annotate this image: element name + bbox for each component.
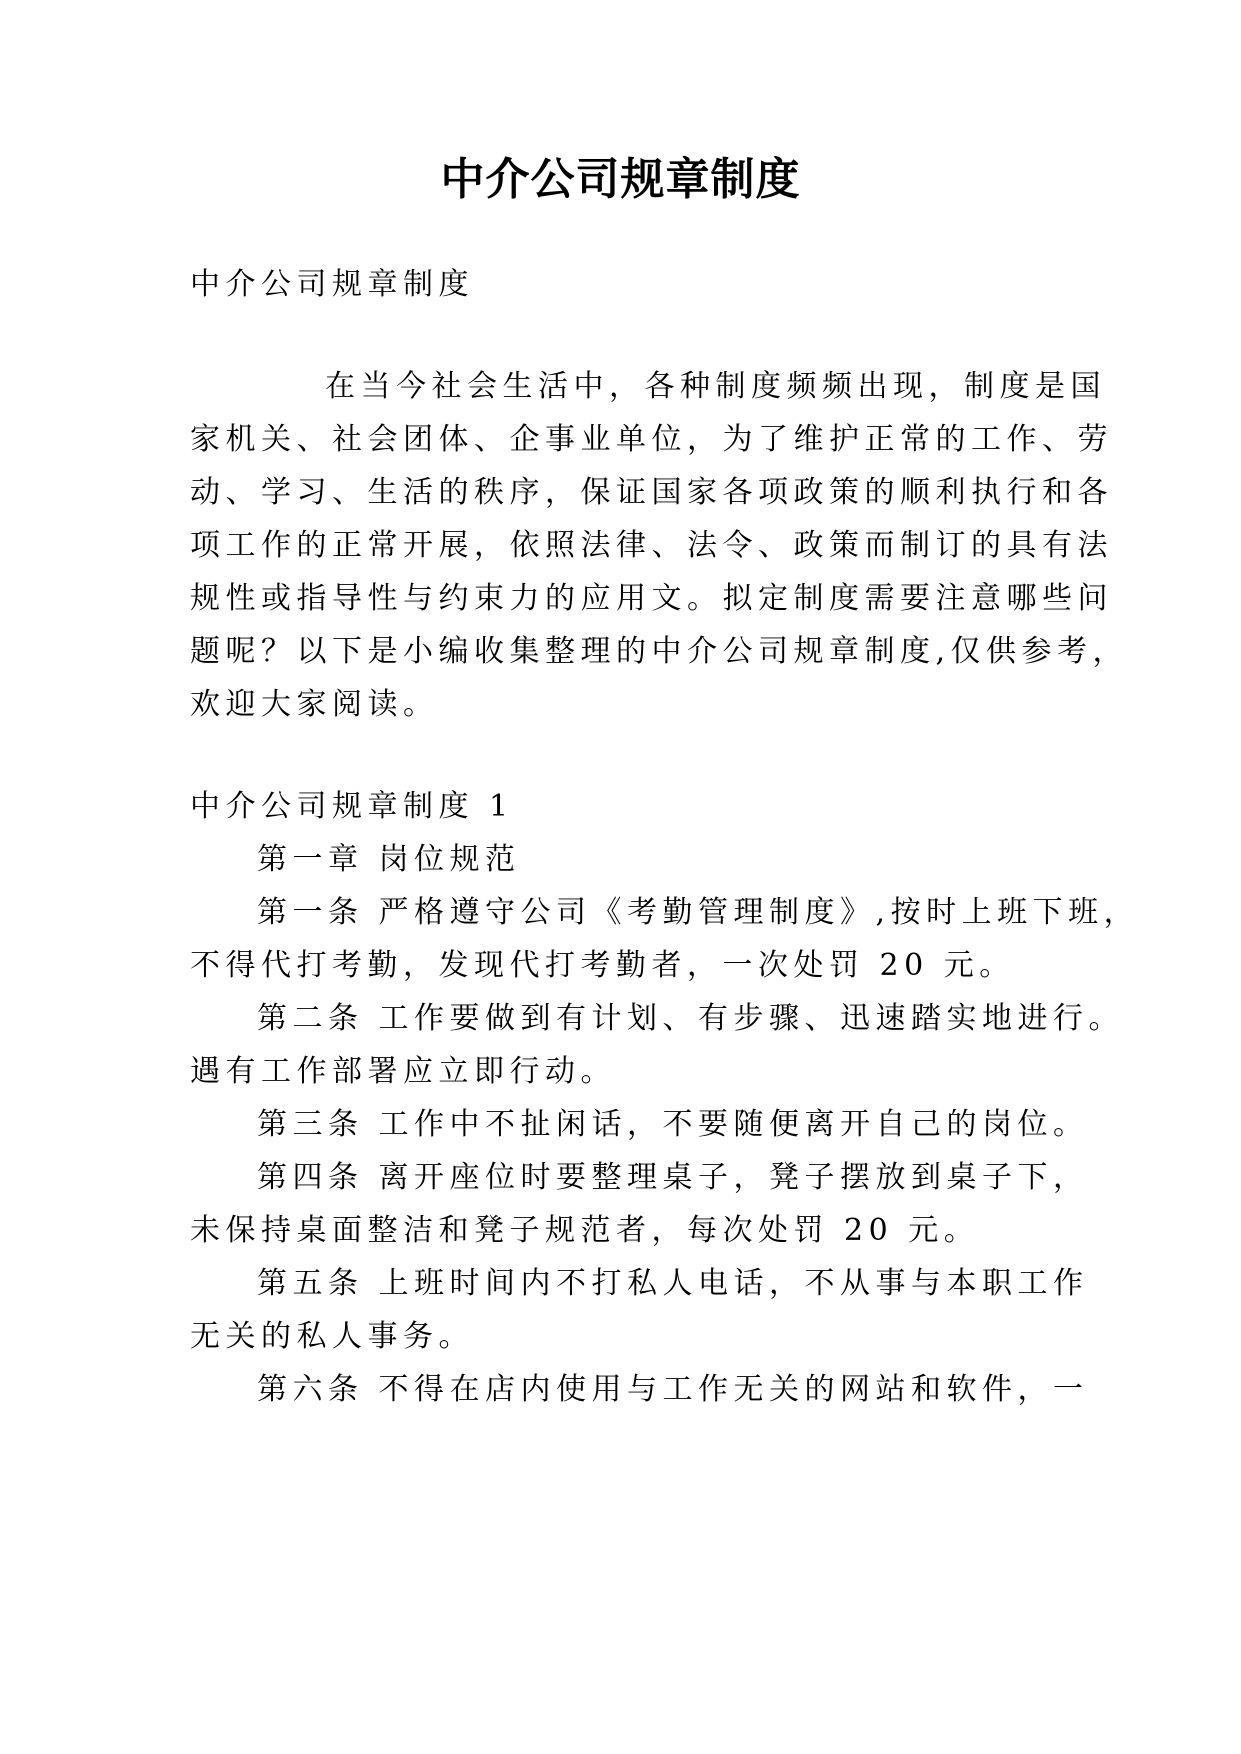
- chapter-title: 第一章 岗位规范: [257, 842, 521, 877]
- article-line: 未保持桌面整洁和凳子规范者，每次处罚 20 元。: [190, 1213, 980, 1248]
- intro-line: 在当今社会生活中，各种制度频频出现，制度是国: [325, 369, 1106, 404]
- article-line: 第二条 工作要做到有计划、有步骤、迅速踏实地进行。: [257, 1001, 1125, 1036]
- article-line: 第五条 上班时间内不打私人电话，不从事与本职工作: [257, 1266, 1089, 1301]
- article-line: 第三条 工作中不扯闲话，不要随便离开自己的岗位。: [257, 1107, 1089, 1142]
- article-line: 无关的私人事务。: [190, 1319, 474, 1354]
- intro-line: 项工作的正常开展，依照法律、法令、政策而制订的具有法: [190, 528, 1113, 563]
- article-line: 不得代打考勤，发现代打考勤者，一次处罚 20 元。: [190, 948, 1015, 983]
- intro-line: 动、学习、生活的秩序，保证国家各项政策的顺利执行和各: [190, 475, 1113, 510]
- intro-line: 家机关、社会团体、企事业单位，为了维护正常的工作、劳: [190, 422, 1113, 457]
- intro-line: 题呢？以下是小编收集整理的中介公司规章制度,仅供参考，: [190, 634, 1129, 669]
- intro-line: 欢迎大家阅读。: [190, 687, 439, 722]
- section-title: 中介公司规章制度 1: [190, 789, 514, 824]
- intro-line: 规性或指导性与约束力的应用文。拟定制度需要注意哪些问: [190, 581, 1113, 616]
- article-line: 第六条 不得在店内使用与工作无关的网站和软件，一: [257, 1372, 1089, 1407]
- article-line: 第一条 严格遵守公司《考勤管理制度》,按时上班下班，: [257, 895, 1140, 930]
- article-line: 第四条 离开座位时要整理桌子，凳子摆放到桌子下，: [257, 1160, 1089, 1195]
- article-line: 遇有工作部署应立即行动。: [190, 1054, 616, 1089]
- document-title: 中介公司规章制度: [440, 154, 801, 205]
- document-subtitle: 中介公司规章制度: [190, 267, 474, 302]
